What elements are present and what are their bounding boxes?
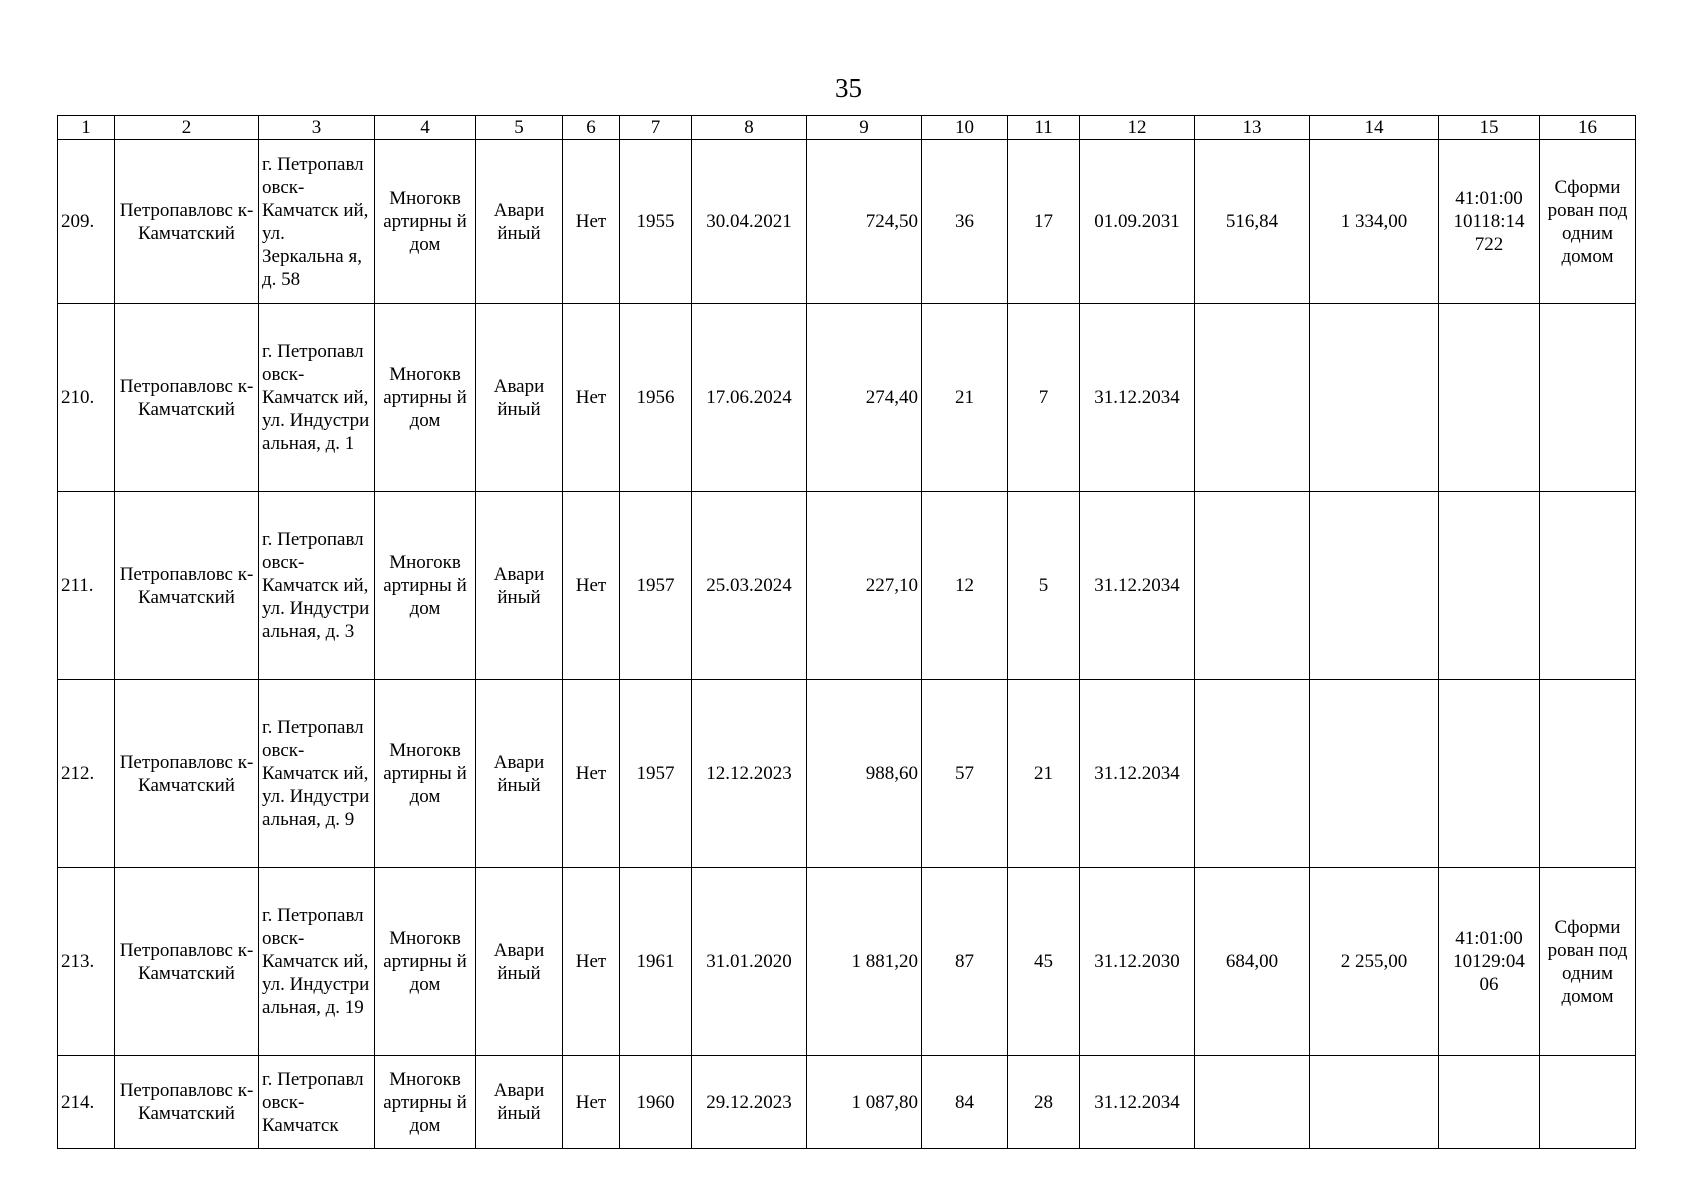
deadline-cell xyxy=(1080,680,1195,868)
row-number xyxy=(58,140,115,304)
cadastral-number-cell xyxy=(1439,492,1540,680)
flag-cell xyxy=(563,868,620,1056)
date-cell-text: 12.12.2023 xyxy=(706,763,792,784)
column-header-16: 16 xyxy=(1540,116,1636,140)
residents-cell xyxy=(922,1056,1008,1149)
table-row xyxy=(58,868,1636,1056)
municipality-cell xyxy=(115,1056,259,1149)
area-cell-text: 1 087,80 xyxy=(851,1091,918,1113)
building-type-cell-text: Многокв артирны й дом xyxy=(383,740,467,807)
building-type-cell xyxy=(375,680,476,868)
status-cell-text: Авари йный xyxy=(493,199,545,244)
date-cell-text: 17.06.2024 xyxy=(706,387,792,408)
deadline-cell-text: 31.12.2034 xyxy=(1094,575,1180,596)
table-row xyxy=(58,140,1636,304)
building-type-cell xyxy=(375,492,476,680)
residents-cell-text: 21 xyxy=(955,387,974,408)
municipality-cell xyxy=(115,492,259,680)
table-row xyxy=(58,1056,1636,1149)
address-cell xyxy=(259,868,375,1056)
apartments-cell-text: 5 xyxy=(1038,575,1049,596)
apartments-cell-text: 17 xyxy=(1034,211,1053,232)
building-type-cell xyxy=(375,140,476,304)
housing-register-table xyxy=(57,115,1636,1149)
apartments-cell-text: 45 xyxy=(1034,951,1053,972)
date-cell xyxy=(692,492,807,680)
building-type-cell-text: Многокв артирны й дом xyxy=(383,928,467,995)
note-cell xyxy=(1540,140,1636,304)
address-cell xyxy=(259,492,375,680)
table-row xyxy=(58,680,1636,868)
status-cell xyxy=(476,304,563,492)
land-area-cell xyxy=(1195,304,1310,492)
residents-cell xyxy=(922,680,1008,868)
apartments-cell xyxy=(1008,1056,1080,1149)
note-cell-text: Сформи рован под одним домом xyxy=(1547,916,1628,1007)
flag-cell xyxy=(563,304,620,492)
cadastral-number-cell-text: 41:01:00 10118:14 722 xyxy=(1453,188,1525,255)
area-cell-text: 227,10 xyxy=(865,575,918,596)
column-header-10: 10 xyxy=(922,116,1008,140)
date-cell xyxy=(692,140,807,304)
year-cell xyxy=(620,304,692,492)
flag-cell-text: Нет xyxy=(575,763,607,784)
date-cell-text: 25.03.2024 xyxy=(706,575,792,596)
note-cell xyxy=(1540,492,1636,680)
cadastral-number-cell xyxy=(1439,140,1540,304)
row-number-text: 209. xyxy=(61,211,95,232)
cost-cell xyxy=(1310,680,1439,868)
area-cell-text: 724,50 xyxy=(865,211,918,232)
cost-cell xyxy=(1310,1056,1439,1149)
residents-cell xyxy=(922,304,1008,492)
deadline-cell xyxy=(1080,868,1195,1056)
column-header-1: 1 xyxy=(58,116,115,140)
row-number-text: 210. xyxy=(61,387,95,408)
status-cell-text: Авари йный xyxy=(493,563,545,608)
land-area-cell xyxy=(1195,868,1310,1056)
date-cell-text: 31.01.2020 xyxy=(706,951,792,972)
flag-cell xyxy=(563,1056,620,1149)
apartments-cell-text: 21 xyxy=(1034,763,1053,784)
year-cell xyxy=(620,868,692,1056)
building-type-cell xyxy=(375,304,476,492)
cadastral-number-cell xyxy=(1439,1056,1540,1149)
year-cell xyxy=(620,492,692,680)
building-type-cell xyxy=(375,1056,476,1149)
area-cell xyxy=(807,492,922,680)
deadline-cell xyxy=(1080,1056,1195,1149)
area-cell xyxy=(807,140,922,304)
residents-cell xyxy=(922,492,1008,680)
apartments-cell xyxy=(1008,868,1080,1056)
column-header-14: 14 xyxy=(1310,116,1439,140)
year-cell-text: 1956 xyxy=(636,387,675,408)
note-cell xyxy=(1540,868,1636,1056)
year-cell xyxy=(620,1056,692,1149)
apartments-cell xyxy=(1008,680,1080,868)
column-header-8: 8 xyxy=(692,116,807,140)
address-cell xyxy=(259,680,375,868)
address-cell-text: г. Петропавл овск- Камчатск xyxy=(262,1068,364,1136)
status-cell-text: Авари йный xyxy=(493,375,545,420)
address-cell-text: г. Петропавл овск- Камчатск ий, ул. Индустри альная, д. 9 xyxy=(262,717,370,830)
deadline-cell-text: 01.09.2031 xyxy=(1094,211,1180,232)
row-number-text: 212. xyxy=(61,763,95,784)
status-cell-text: Авари йный xyxy=(493,1080,545,1124)
land-area-cell xyxy=(1195,492,1310,680)
year-cell xyxy=(620,680,692,868)
cadastral-number-cell xyxy=(1439,304,1540,492)
municipality-cell xyxy=(115,680,259,868)
date-cell xyxy=(692,680,807,868)
deadline-cell-text: 31.12.2034 xyxy=(1094,387,1180,408)
note-cell xyxy=(1540,1056,1636,1149)
date-cell xyxy=(692,868,807,1056)
deadline-cell xyxy=(1080,304,1195,492)
cost-cell xyxy=(1310,304,1439,492)
municipality-cell-text: Петропавловс к-Камчатский xyxy=(119,751,254,796)
residents-cell xyxy=(922,868,1008,1056)
status-cell-text: Авари йный xyxy=(493,939,545,984)
column-header-13: 13 xyxy=(1195,116,1310,140)
year-cell xyxy=(620,140,692,304)
deadline-cell-text: 31.12.2034 xyxy=(1094,763,1180,784)
area-cell xyxy=(807,1056,922,1149)
flag-cell xyxy=(563,680,620,868)
address-cell xyxy=(259,304,375,492)
land-area-cell-text: 684,00 xyxy=(1225,951,1279,972)
municipality-cell xyxy=(115,140,259,304)
municipality-cell xyxy=(115,304,259,492)
address-cell xyxy=(259,1056,375,1149)
status-cell xyxy=(476,492,563,680)
address-cell-text: г. Петропавл овск- Камчатск ий, ул. Индустри альная, д. 1 xyxy=(262,341,370,454)
municipality-cell-text: Петропавловс к-Камчатский xyxy=(119,1080,254,1124)
land-area-cell-text: 516,84 xyxy=(1225,211,1279,232)
year-cell-text: 1960 xyxy=(636,1091,675,1113)
page-number: 35 xyxy=(835,73,862,103)
area-cell xyxy=(807,680,922,868)
column-header-6: 6 xyxy=(563,116,620,140)
apartments-cell xyxy=(1008,140,1080,304)
deadline-cell-text: 31.12.2030 xyxy=(1094,951,1180,972)
cadastral-number-cell-text: 41:01:00 10129:04 06 xyxy=(1453,928,1525,995)
land-area-cell xyxy=(1195,680,1310,868)
flag-cell-text: Нет xyxy=(575,951,607,972)
building-type-cell-text: Многокв артирны й дом xyxy=(383,364,467,431)
row-number-text: 211. xyxy=(61,575,94,596)
row-number xyxy=(58,868,115,1056)
municipality-cell-text: Петропавловс к-Камчатский xyxy=(119,375,254,420)
year-cell-text: 1957 xyxy=(636,763,675,784)
cost-cell xyxy=(1310,140,1439,304)
area-cell-text: 988,60 xyxy=(865,763,918,784)
area-cell xyxy=(807,304,922,492)
column-header-2: 2 xyxy=(115,116,259,140)
area-cell xyxy=(807,868,922,1056)
flag-cell-text: Нет xyxy=(575,211,607,232)
date-cell xyxy=(692,1056,807,1149)
municipality-cell xyxy=(115,868,259,1056)
deadline-cell-text: 31.12.2034 xyxy=(1094,1091,1180,1113)
column-number-row xyxy=(58,116,1636,140)
column-header-7: 7 xyxy=(620,116,692,140)
residents-cell-text: 36 xyxy=(955,211,974,232)
building-type-cell-text: Многокв артирны й дом xyxy=(383,188,467,255)
land-area-cell xyxy=(1195,1056,1310,1149)
year-cell-text: 1957 xyxy=(636,575,675,596)
row-number xyxy=(58,492,115,680)
cost-cell-text: 2 255,00 xyxy=(1340,951,1408,972)
status-cell xyxy=(476,140,563,304)
residents-cell-text: 57 xyxy=(955,763,974,784)
date-cell xyxy=(692,304,807,492)
municipality-cell-text: Петропавловс к-Камчатский xyxy=(119,939,254,984)
address-cell xyxy=(259,140,375,304)
cost-cell xyxy=(1310,868,1439,1056)
land-area-cell xyxy=(1195,140,1310,304)
cadastral-number-cell xyxy=(1439,868,1540,1056)
building-type-cell-text: Многокв артирны й дом xyxy=(383,552,467,619)
flag-cell xyxy=(563,140,620,304)
apartments-cell-text: 28 xyxy=(1034,1091,1053,1113)
cadastral-number-cell xyxy=(1439,680,1540,868)
row-number-text: 213. xyxy=(61,951,95,972)
area-cell-text: 1 881,20 xyxy=(851,951,918,972)
row-number xyxy=(58,680,115,868)
table-row xyxy=(58,304,1636,492)
municipality-cell-text: Петропавловс к-Камчатский xyxy=(119,199,254,244)
column-header-15: 15 xyxy=(1439,116,1540,140)
status-cell-text: Авари йный xyxy=(493,751,545,796)
table-row xyxy=(58,492,1636,680)
row-number-text: 214. xyxy=(61,1091,95,1113)
residents-cell-text: 87 xyxy=(955,951,974,972)
status-cell xyxy=(476,1056,563,1149)
cost-cell-text: 1 334,00 xyxy=(1340,211,1408,232)
address-cell-text: г. Петропавл овск- Камчатск ий, ул. Индустри альная, д. 3 xyxy=(262,529,370,642)
note-cell xyxy=(1540,680,1636,868)
address-cell-text: г. Петропавл овск- Камчатск ий, ул. Индустри альная, д. 19 xyxy=(262,905,370,1018)
municipality-cell-text: Петропавловс к-Камчатский xyxy=(119,563,254,608)
building-type-cell xyxy=(375,868,476,1056)
cost-cell xyxy=(1310,492,1439,680)
column-header-5: 5 xyxy=(476,116,563,140)
flag-cell-text: Нет xyxy=(575,1091,607,1113)
area-cell-text: 274,40 xyxy=(865,387,918,408)
apartments-cell-text: 7 xyxy=(1038,387,1049,408)
column-header-12: 12 xyxy=(1080,116,1195,140)
status-cell xyxy=(476,868,563,1056)
residents-cell-text: 12 xyxy=(955,575,974,596)
apartments-cell xyxy=(1008,304,1080,492)
deadline-cell xyxy=(1080,492,1195,680)
year-cell-text: 1955 xyxy=(636,211,675,232)
column-header-4: 4 xyxy=(375,116,476,140)
flag-cell-text: Нет xyxy=(575,387,607,408)
deadline-cell xyxy=(1080,140,1195,304)
year-cell-text: 1961 xyxy=(636,951,675,972)
column-header-3: 3 xyxy=(259,116,375,140)
building-type-cell-text: Многокв артирны й дом xyxy=(383,1068,467,1136)
flag-cell-text: Нет xyxy=(575,575,607,596)
date-cell-text: 30.04.2021 xyxy=(706,211,792,232)
column-header-9: 9 xyxy=(807,116,922,140)
row-number xyxy=(58,304,115,492)
date-cell-text: 29.12.2023 xyxy=(706,1091,792,1113)
address-cell-text: г. Петропавл овск- Камчатск ий, ул. Зеркальна я, д. 58 xyxy=(262,153,369,290)
flag-cell xyxy=(563,492,620,680)
residents-cell-text: 84 xyxy=(955,1091,974,1113)
row-number xyxy=(58,1056,115,1149)
note-cell xyxy=(1540,304,1636,492)
note-cell-text: Сформи рован под одним домом xyxy=(1547,176,1628,267)
status-cell xyxy=(476,680,563,868)
apartments-cell xyxy=(1008,492,1080,680)
column-header-11: 11 xyxy=(1008,116,1080,140)
residents-cell xyxy=(922,140,1008,304)
